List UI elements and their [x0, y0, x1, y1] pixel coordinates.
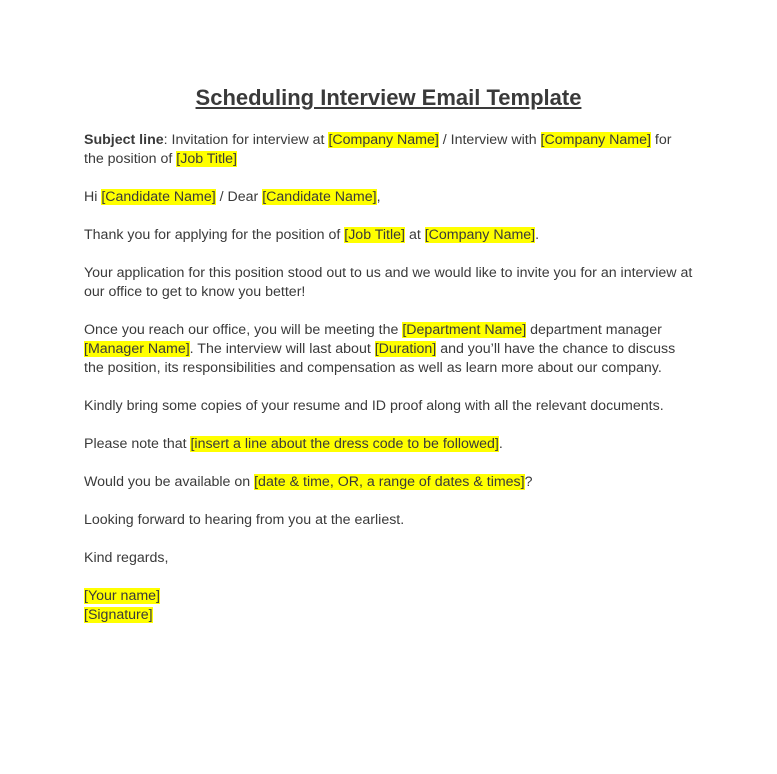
- greeting-paragraph: [84, 188, 693, 207]
- subject-text: : Invitation for interview at: [163, 132, 329, 148]
- thanks-paragraph: [84, 226, 693, 245]
- placeholder-your-name: [Your name]: [84, 588, 160, 604]
- invite-paragraph: Your application for this position stood out to us and we would like to invite you for an interview at our office to get to know you better!: [84, 265, 693, 300]
- signature-block: [84, 587, 693, 625]
- placeholder-dress-code: [insert a line about the dress code to be followed]: [190, 436, 499, 452]
- subject-line-paragraph: [84, 131, 693, 169]
- subject-text: for the position of: [84, 132, 672, 167]
- dress-code-paragraph: [84, 435, 693, 454]
- placeholder-company-name: [Company Name]: [328, 132, 439, 148]
- greeting-text: Hi: [84, 189, 102, 205]
- thanks-text: Thank you for applying for the position of: [84, 227, 345, 243]
- note-text: Please note that: [84, 436, 191, 452]
- placeholder-duration: [Duration]: [374, 341, 437, 357]
- subject-text: / Interview with: [438, 132, 541, 148]
- document-title: Scheduling Interview Email Template: [195, 85, 582, 110]
- meeting-paragraph: [84, 321, 693, 378]
- placeholder-company-name: [Company Name]: [540, 132, 651, 148]
- greeting-text: ,: [376, 189, 381, 205]
- placeholder-candidate-name: [Candidate Name]: [101, 189, 216, 205]
- thanks-text: at: [405, 227, 425, 243]
- placeholder-signature: [Signature]: [84, 607, 153, 623]
- note-text: .: [498, 436, 503, 452]
- meeting-text: . The interview will last about: [189, 341, 375, 357]
- placeholder-job-title: [Job Title]: [176, 151, 238, 167]
- meeting-text: and you’ll have the chance to discuss the position, its responsibilities and compensation as well as learn more about our company.: [84, 341, 676, 376]
- regards-paragraph: Kind regards,: [84, 550, 169, 566]
- meeting-text: Once you reach our office, you will be meeting the: [84, 322, 403, 338]
- placeholder-department-name: [Department Name]: [402, 322, 527, 338]
- greeting-text: / Dear: [215, 189, 263, 205]
- availability-paragraph: [84, 473, 693, 492]
- placeholder-company-name: [Company Name]: [424, 227, 536, 243]
- placeholder-candidate-name: [Candidate Name]: [262, 189, 377, 205]
- availability-text: ?: [524, 474, 533, 490]
- closing-paragraph: Looking forward to hearing from you at the earliest.: [84, 512, 405, 528]
- bring-documents-paragraph: Kindly bring some copies of your resume and ID proof along with all the relevant documents.: [84, 398, 664, 414]
- placeholder-job-title: [Job Title]: [344, 227, 405, 243]
- meeting-text: department manager: [526, 322, 662, 338]
- subject-line-label: Subject line: [84, 132, 164, 148]
- availability-text: Would you be available on: [84, 474, 255, 490]
- placeholder-date-time: [date & time, OR, a range of dates & times]: [254, 474, 525, 490]
- thanks-text: .: [535, 227, 540, 243]
- placeholder-manager-name: [Manager Name]: [84, 341, 190, 357]
